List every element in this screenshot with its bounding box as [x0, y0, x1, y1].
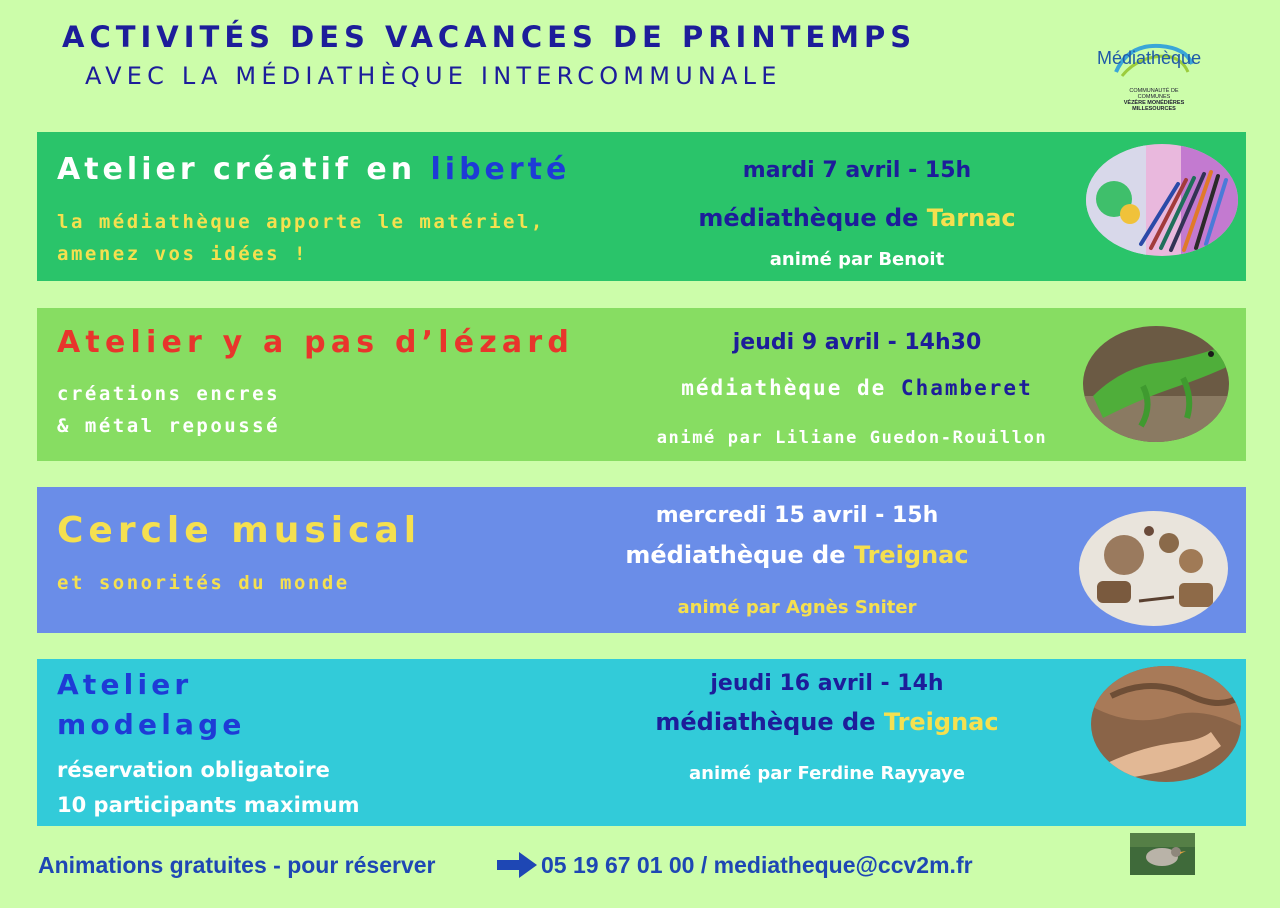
activity-4-description — [57, 753, 360, 823]
activity-panel-3 — [37, 487, 1246, 633]
activity-2-place — [627, 376, 1087, 400]
activity-4-title-line1: Atelier — [57, 668, 193, 701]
bird-image — [1130, 833, 1195, 875]
activity-4-desc-line2: 10 participants maximum — [57, 793, 360, 817]
activity-1-desc-line1: la médiathèque apporte le matériel, — [57, 211, 545, 233]
activity-4-title-line2: modelage — [57, 708, 246, 741]
logo-caption-line2: VÉZÈRE MONÉDIÈRES MILLESOURCES — [1123, 100, 1185, 112]
activity-2-desc-line1: créations encres — [57, 383, 281, 405]
activity-panel-2 — [37, 308, 1246, 461]
logo-caption-line1: COMMUNAUTÉ DE COMMUNES — [1129, 88, 1179, 100]
page-title: ACTIVITÉS DES VACANCES DE PRINTEMPS — [62, 20, 917, 54]
activity-1-description — [57, 206, 545, 270]
activity-3-title: Cercle musical — [57, 510, 422, 551]
activity-4-place-prefix: médiathèque de — [655, 708, 884, 736]
activity-1-date: mardi 7 avril - 15h — [742, 158, 972, 183]
activity-2-description — [57, 378, 280, 442]
percussion-instruments-image — [1079, 511, 1228, 626]
activity-2-place-name: Chamberet — [900, 376, 1033, 400]
activity-2-title: Atelier y a pas d’lézard — [57, 325, 575, 360]
activity-1-place — [657, 204, 1057, 232]
activity-2-place-prefix: médiathèque de — [681, 376, 901, 400]
activity-1-host: animé par Benoit — [769, 249, 945, 270]
activity-2-desc-line2: & métal repoussé — [57, 415, 281, 437]
activity-3-place — [597, 541, 997, 569]
activity-1-title — [57, 152, 570, 187]
activity-3-place-prefix: médiathèque de — [625, 541, 854, 569]
logo-name: Médiathèque — [1097, 48, 1202, 68]
activity-4-place — [627, 708, 1027, 736]
activity-1-place-prefix: médiathèque de — [698, 204, 927, 232]
mediatheque-logo — [1090, 42, 1220, 112]
activity-4-place-name: Treignac — [883, 708, 999, 736]
activity-4-desc-line1: réservation obligatoire — [57, 758, 330, 782]
activity-3-host: animé par Agnès Sniter — [677, 597, 917, 618]
activity-3-description: et sonorités du monde — [57, 572, 350, 594]
activity-4-date: jeudi 16 avril - 14h — [710, 671, 944, 696]
activity-3-place-name: Treignac — [853, 541, 969, 569]
activity-2-host: animé par Liliane Guedon-Rouillon — [656, 428, 1048, 448]
activity-3-date: mercredi 15 avril - 15h — [655, 503, 939, 528]
clay-modeling-image — [1091, 666, 1241, 782]
activity-panel-1 — [37, 132, 1246, 281]
activity-2-date: jeudi 9 avril - 14h30 — [732, 330, 982, 355]
activity-panel-4 — [37, 659, 1246, 826]
page-subtitle: AVEC LA MÉDIATHÈQUE INTERCOMMUNALE — [85, 62, 782, 90]
activity-1-title-part2: liberté — [430, 152, 571, 187]
activity-1-desc-line2: amenez vos idées ! — [57, 243, 308, 265]
activity-4-host: animé par Ferdine Rayyaye — [689, 763, 965, 784]
activity-1-place-name: Tarnac — [926, 204, 1016, 232]
colored-pencils-image — [1086, 144, 1238, 256]
lizard-image — [1083, 326, 1229, 442]
arrow-right-icon — [497, 851, 537, 879]
footer-contact[interactable]: 05 19 67 01 00 / mediatheque@ccv2m.fr — [541, 852, 973, 878]
activity-4-title — [57, 665, 246, 745]
footer-free-activities: Animations gratuites - pour réserver — [38, 852, 436, 878]
activity-1-title-part1: Atelier créatif en — [57, 152, 431, 187]
logo-caption — [1114, 88, 1194, 112]
